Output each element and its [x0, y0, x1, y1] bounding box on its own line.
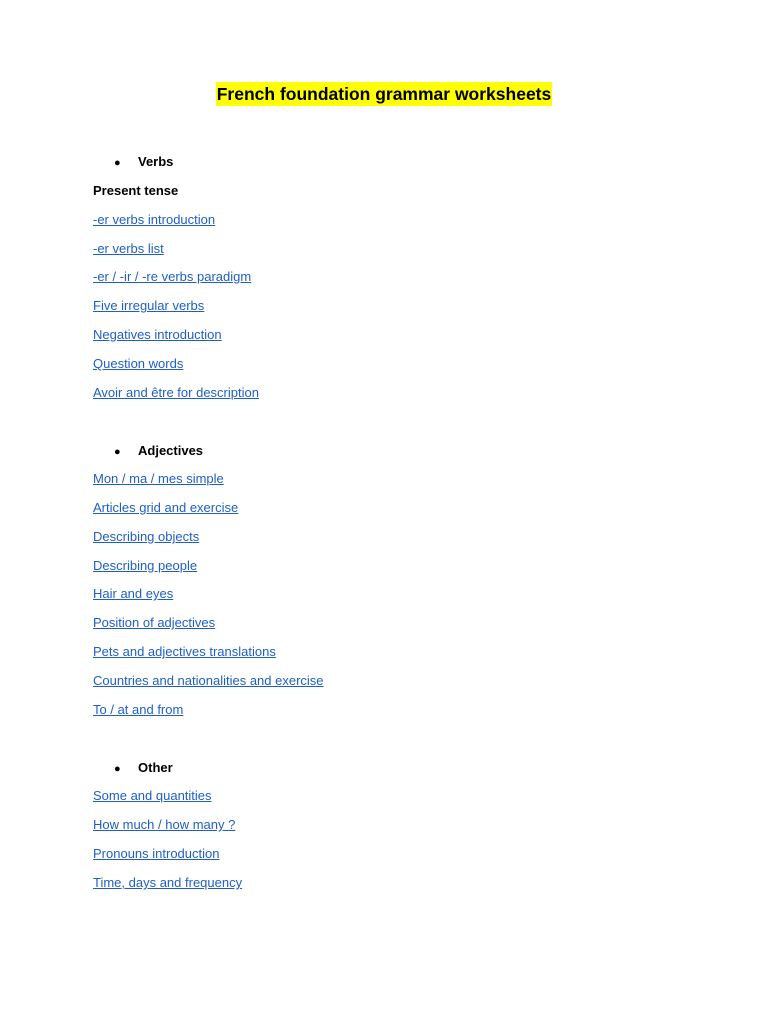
link-er-verbs-introduction[interactable]: -er verbs introduction [93, 212, 216, 227]
bullet-icon: ● [114, 157, 121, 169]
link-mon-ma-mes-simple[interactable]: Mon / ma / mes simple [93, 471, 224, 486]
section-adjectives-heading [114, 442, 203, 461]
link-er-ir-re-verbs-paradigm[interactable]: -er / -ir / -re verbs paradigm [93, 269, 252, 284]
title-container [0, 82, 768, 106]
link-articles-grid-exercise[interactable]: Articles grid and exercise [93, 500, 239, 515]
link-to-at-and-from[interactable]: To / at and from [93, 702, 184, 717]
bullet-icon: ● [114, 446, 121, 458]
link-position-of-adjectives[interactable]: Position of adjectives [93, 615, 216, 630]
link-question-words[interactable]: Question words [93, 356, 184, 371]
link-pronouns-introduction[interactable]: Pronouns introduction [93, 846, 220, 861]
link-describing-objects[interactable]: Describing objects [93, 529, 200, 544]
link-negatives-introduction[interactable]: Negatives introduction [93, 327, 222, 342]
section-label: Adjectives [138, 443, 204, 458]
link-how-much-how-many[interactable]: How much / how many ? [93, 817, 236, 832]
subheading-present-tense: Present tense [93, 183, 179, 198]
page-title: French foundation grammar worksheets [216, 84, 552, 104]
section-other-heading [114, 759, 173, 778]
link-countries-nationalities-exercise[interactable]: Countries and nationalities and exercise [93, 673, 324, 688]
section-label: Other [138, 760, 173, 775]
section-label: Verbs [138, 154, 174, 169]
link-time-days-frequency[interactable]: Time, days and frequency [93, 875, 243, 890]
link-five-irregular-verbs[interactable]: Five irregular verbs [93, 298, 205, 313]
link-some-and-quantities[interactable]: Some and quantities [93, 788, 212, 803]
link-er-verbs-list[interactable]: -er verbs list [93, 241, 164, 256]
link-describing-people[interactable]: Describing people [93, 558, 198, 573]
link-pets-adjectives-translations[interactable]: Pets and adjectives translations [93, 644, 276, 659]
link-avoir-etre-description[interactable]: Avoir and être for description [93, 385, 259, 400]
section-verbs-heading [114, 153, 173, 172]
link-hair-and-eyes[interactable]: Hair and eyes [93, 586, 174, 601]
bullet-icon: ● [114, 763, 121, 775]
